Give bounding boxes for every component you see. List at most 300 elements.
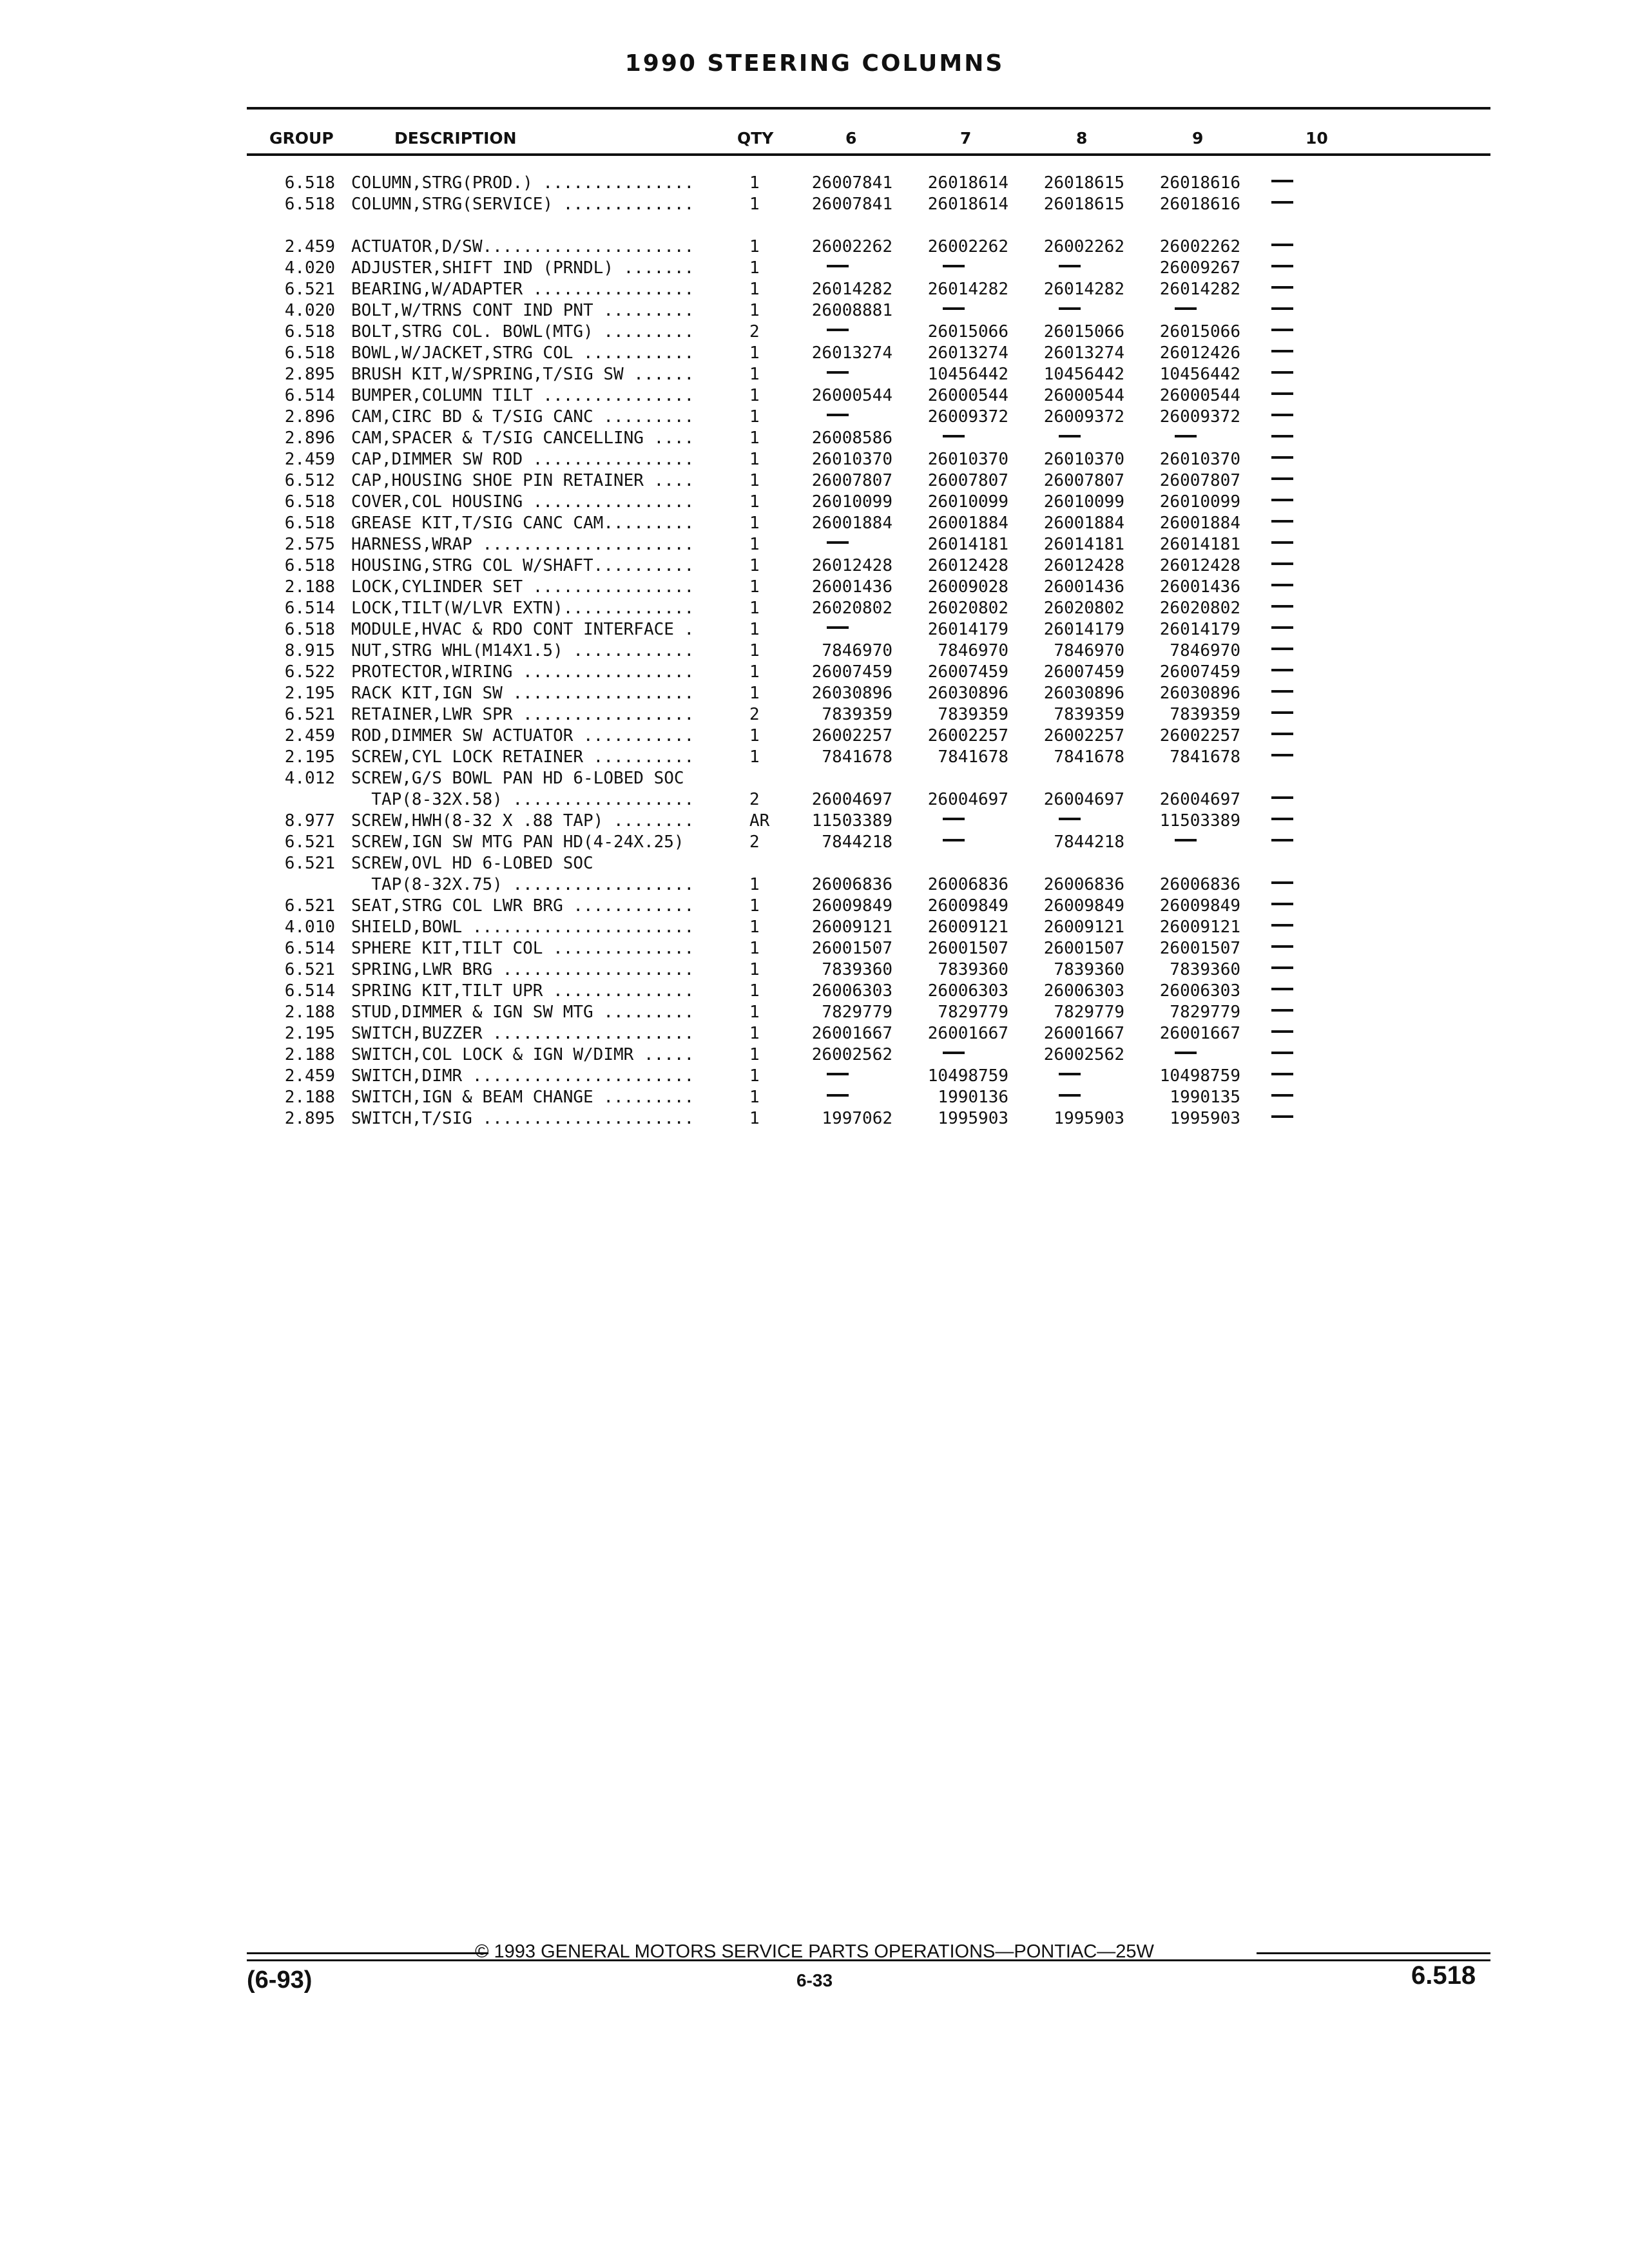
part-number-cell: 26007459: [1159, 662, 1240, 682]
part-number-cell: [899, 811, 1008, 826]
col-10-cell: [1257, 407, 1308, 422]
qty-cell: 1: [749, 896, 760, 916]
part-number-cell: 26030896: [927, 684, 1008, 703]
group-cell: 4.020: [284, 258, 335, 278]
part-number-cell: 26001884: [811, 514, 892, 533]
part-number-cell: 26020802: [811, 599, 892, 618]
part-number-cell: 10498759: [1159, 1066, 1240, 1086]
group-cell: 6.518: [284, 195, 335, 214]
part-number-cell: 26002262: [1043, 237, 1124, 256]
dash-mark: [943, 839, 965, 841]
part-number-cell: 26014179: [1043, 620, 1124, 639]
part-number-cell: 26001884: [1159, 514, 1240, 533]
footer-left-code: (6-93): [247, 1966, 313, 1994]
part-number-cell: 11503389: [811, 811, 892, 831]
part-number-cell: 26009372: [1043, 407, 1124, 427]
part-number-cell: 26015066: [1159, 322, 1240, 341]
table-row: [0, 534, 1629, 555]
description-cell: SWITCH,DIMR ......................: [351, 1066, 695, 1086]
group-cell: 2.195: [284, 1024, 335, 1043]
dash-mark: [1059, 435, 1081, 437]
part-number-cell: 26012428: [927, 556, 1008, 575]
description-cell: BRUSH KIT,W/SPRING,T/SIG SW ......: [351, 365, 695, 384]
col-10-cell: [1257, 194, 1308, 209]
qty-cell: 1: [749, 1088, 760, 1107]
part-number-cell: 26004697: [927, 790, 1008, 809]
part-number-cell: 26015066: [927, 322, 1008, 341]
qty-cell: 1: [749, 981, 760, 1001]
part-number-cell: 26006836: [811, 875, 892, 894]
col-10-cell: [1257, 1108, 1308, 1124]
description-cell: HOUSING,STRG COL W/SHAFT..........: [351, 556, 695, 575]
dash-mark: [1059, 1073, 1081, 1075]
col-10-cell: [1257, 981, 1308, 996]
part-number-cell: 26010370: [811, 450, 892, 469]
table-row: [0, 598, 1629, 619]
dash-mark: [1175, 1052, 1197, 1054]
part-number-cell: [783, 322, 892, 337]
part-number-cell: 26030896: [1043, 684, 1124, 703]
table-row: [0, 1023, 1629, 1044]
group-cell: 6.518: [284, 514, 335, 533]
qty-cell: 1: [749, 577, 760, 597]
dash-mark: [1271, 1094, 1293, 1097]
col-10-cell: [1257, 598, 1308, 613]
part-number-cell: 26014181: [927, 535, 1008, 554]
part-number-cell: 26007459: [927, 662, 1008, 682]
description-cell: MODULE,HVAC & RDO CONT INTERFACE .: [351, 620, 695, 639]
group-cell: 6.518: [284, 556, 335, 575]
part-number-cell: [1015, 428, 1124, 443]
qty-cell: 1: [749, 258, 760, 278]
part-number-cell: 26001507: [811, 939, 892, 958]
col-10-cell: [1257, 534, 1308, 550]
dash-mark: [1271, 839, 1293, 841]
dash-mark: [1271, 648, 1293, 650]
part-number-cell: 26018616: [1159, 195, 1240, 214]
table-row: [0, 470, 1629, 492]
header-col-10: 10: [1306, 129, 1328, 148]
table-row: [0, 896, 1629, 917]
col-10-cell: [1257, 236, 1308, 252]
col-10-cell: [1257, 343, 1308, 358]
group-cell: 6.521: [284, 960, 335, 979]
qty-cell: 1: [749, 726, 760, 745]
description-cell: COLUMN,STRG(PROD.) ...............: [351, 173, 695, 193]
description-cell: CAP,HOUSING SHOE PIN RETAINER ....: [351, 471, 695, 490]
dash-mark: [1059, 307, 1081, 310]
group-cell: 8.977: [284, 811, 335, 831]
qty-cell: 1: [749, 684, 760, 703]
part-number-cell: 26007459: [811, 662, 892, 682]
qty-cell: 1: [749, 1003, 760, 1022]
description-cell: SPRING KIT,TILT UPR ..............: [351, 981, 695, 1001]
description-cell: SWITCH,BUZZER ....................: [351, 1024, 695, 1043]
part-number-cell: 7839360: [938, 960, 1008, 979]
group-cell: 6.518: [284, 343, 335, 363]
top-rule: [247, 107, 1490, 110]
part-number-cell: [899, 428, 1008, 443]
table-row: [0, 513, 1629, 534]
description-cell: SPHERE KIT,TILT COL ..............: [351, 939, 695, 958]
header-col-6: 6: [845, 129, 857, 148]
part-number-cell: [1131, 832, 1240, 847]
description-cell: LOCK,CYLINDER SET ................: [351, 577, 695, 597]
description-cell: STUD,DIMMER & IGN SW MTG .........: [351, 1003, 695, 1022]
part-number-cell: 26014179: [1159, 620, 1240, 639]
part-number-cell: 26000544: [1159, 386, 1240, 405]
part-number-cell: 26001884: [927, 514, 1008, 533]
dash-mark: [1271, 881, 1293, 884]
dash-mark: [943, 265, 965, 267]
part-number-cell: 7844218: [1054, 832, 1124, 852]
dash-mark: [1271, 286, 1293, 289]
part-number-cell: [783, 1087, 892, 1102]
part-number-cell: 26009372: [927, 407, 1008, 427]
part-number-cell: 26012428: [1159, 556, 1240, 575]
description-cell: SWITCH,COL LOCK & IGN W/DIMR .....: [351, 1045, 695, 1064]
part-number-cell: [1015, 300, 1124, 316]
table-row: [0, 173, 1629, 194]
dash-mark: [1271, 329, 1293, 331]
col-10-cell: [1257, 385, 1308, 401]
part-number-cell: 26009028: [927, 577, 1008, 597]
col-10-cell: [1257, 1066, 1308, 1081]
group-cell: 2.895: [284, 365, 335, 384]
col-10-cell: [1257, 470, 1308, 486]
col-10-cell: [1257, 322, 1308, 337]
part-number-cell: 26002257: [1043, 726, 1124, 745]
dash-mark: [1271, 265, 1293, 267]
dash-mark: [827, 1094, 849, 1097]
group-cell: 6.518: [284, 173, 335, 193]
description-cell: TAP(8-32X.58) ..................: [351, 790, 695, 809]
part-number-cell: 7846970: [938, 641, 1008, 660]
qty-cell: AR: [749, 811, 770, 831]
part-number-cell: 26007807: [811, 471, 892, 490]
dash-mark: [1271, 435, 1293, 437]
col-10-cell: [1257, 428, 1308, 443]
qty-cell: 2: [749, 322, 760, 341]
dash-mark: [1271, 456, 1293, 459]
table-row: [0, 768, 1629, 789]
part-number-cell: [899, 258, 1008, 273]
table-row: [0, 1108, 1629, 1129]
group-cell: 2.195: [284, 747, 335, 767]
part-number-cell: 26018615: [1043, 173, 1124, 193]
table-row: [0, 449, 1629, 470]
table-row: [0, 811, 1629, 832]
part-number-cell: 7839359: [822, 705, 892, 724]
qty-cell: 1: [749, 939, 760, 958]
group-cell: 6.512: [284, 471, 335, 490]
table-row: [0, 1087, 1629, 1108]
part-number-cell: 26009849: [1159, 896, 1240, 916]
description-cell: RETAINER,LWR SPR .................: [351, 705, 695, 724]
part-number-cell: 7829779: [938, 1003, 1008, 1022]
col-10-cell: [1257, 492, 1308, 507]
qty-cell: 2: [749, 832, 760, 852]
group-cell: 2.895: [284, 1109, 335, 1128]
qty-cell: 2: [749, 790, 760, 809]
col-10-cell: [1257, 832, 1308, 847]
dash-mark: [1271, 924, 1293, 927]
dash-mark: [827, 541, 849, 544]
col-10-cell: [1257, 640, 1308, 656]
table-row: [0, 917, 1629, 938]
col-10-cell: [1257, 683, 1308, 698]
part-number-cell: 26000544: [811, 386, 892, 405]
dash-mark: [943, 307, 965, 310]
group-cell: 8.915: [284, 641, 335, 660]
part-number-cell: 26007459: [1043, 662, 1124, 682]
part-number-cell: 26001667: [811, 1024, 892, 1043]
dash-mark: [827, 1073, 849, 1075]
part-number-cell: 26009121: [1043, 918, 1124, 937]
description-cell: PROTECTOR,WIRING .................: [351, 662, 695, 682]
table-row: [0, 492, 1629, 513]
description-cell: SWITCH,T/SIG .....................: [351, 1109, 695, 1128]
dash-mark: [1059, 818, 1081, 820]
part-number-cell: 1995903: [1054, 1109, 1124, 1128]
part-number-cell: 26002257: [927, 726, 1008, 745]
dash-mark: [1271, 605, 1293, 608]
table-row: [0, 322, 1629, 343]
part-number-cell: 7839360: [822, 960, 892, 979]
table-row: [0, 236, 1629, 258]
part-number-cell: 26000544: [1043, 386, 1124, 405]
qty-cell: 1: [749, 173, 760, 193]
part-number-cell: 26002262: [927, 237, 1008, 256]
table-row: [0, 343, 1629, 364]
part-number-cell: 26009849: [927, 896, 1008, 916]
part-number-cell: 26009849: [1043, 896, 1124, 916]
table-spacer: [0, 215, 1629, 236]
dash-mark: [943, 1052, 965, 1054]
group-cell: 6.514: [284, 599, 335, 618]
part-number-cell: 26004697: [811, 790, 892, 809]
qty-cell: 1: [749, 641, 760, 660]
table-row: [0, 789, 1629, 811]
qty-cell: 1: [749, 280, 760, 299]
part-number-cell: 7844218: [822, 832, 892, 852]
qty-cell: 1: [749, 875, 760, 894]
dash-mark: [1271, 945, 1293, 948]
part-number-cell: 7829779: [1170, 1003, 1240, 1022]
qty-cell: 1: [749, 195, 760, 214]
col-10-cell: [1257, 258, 1308, 273]
part-number-cell: 7839360: [1054, 960, 1124, 979]
part-number-cell: 26009121: [1159, 918, 1240, 937]
dash-mark: [827, 626, 849, 629]
part-number-cell: 26006303: [1043, 981, 1124, 1001]
col-10-cell: [1257, 662, 1308, 677]
description-cell: SCREW,IGN SW MTG PAN HD(4-24X.25): [351, 832, 684, 852]
page-title: 1990 STEERING COLUMNS: [624, 50, 1005, 77]
dash-mark: [1271, 903, 1293, 905]
part-number-cell: 26001884: [1043, 514, 1124, 533]
dash-mark: [1271, 988, 1293, 990]
table-row: [0, 662, 1629, 683]
col-10-cell: [1257, 811, 1308, 826]
col-10-cell: [1257, 555, 1308, 571]
part-number-cell: 26002257: [1159, 726, 1240, 745]
part-number-cell: 26014181: [1043, 535, 1124, 554]
group-cell: 6.518: [284, 322, 335, 341]
qty-cell: 1: [749, 1066, 760, 1086]
part-number-cell: 26001667: [1043, 1024, 1124, 1043]
part-number-cell: 7846970: [1170, 641, 1240, 660]
footer-copyright: © 1993 GENERAL MOTORS SERVICE PARTS OPERATIONS—PONTIAC—25W: [475, 1941, 1154, 1962]
part-number-cell: 26006303: [927, 981, 1008, 1001]
dash-mark: [1271, 1115, 1293, 1118]
col-10-cell: [1257, 449, 1308, 465]
qty-cell: 1: [749, 386, 760, 405]
dash-mark: [1271, 350, 1293, 352]
dash-mark: [1271, 244, 1293, 246]
part-number-cell: 26001507: [1159, 939, 1240, 958]
part-number-cell: 26001667: [927, 1024, 1008, 1043]
col-10-cell: [1257, 513, 1308, 528]
table-row: [0, 1044, 1629, 1066]
part-number-cell: 26018615: [1043, 195, 1124, 214]
table-row: [0, 194, 1629, 215]
part-number-cell: 26001436: [1159, 577, 1240, 597]
dash-mark: [1175, 839, 1197, 841]
group-cell: 4.020: [284, 301, 335, 320]
description-cell: SEAT,STRG COL LWR BRG ............: [351, 896, 695, 916]
group-cell: 6.521: [284, 896, 335, 916]
col-10-cell: [1257, 704, 1308, 720]
part-number-cell: 7841678: [822, 747, 892, 767]
dash-mark: [1271, 711, 1293, 714]
col-10-cell: [1257, 1044, 1308, 1060]
part-number-cell: [899, 832, 1008, 847]
dash-mark: [1271, 307, 1293, 310]
dash-mark: [827, 329, 849, 331]
col-10-cell: [1257, 1087, 1308, 1102]
part-number-cell: 26007807: [927, 471, 1008, 490]
header-col-7: 7: [960, 129, 972, 148]
table-row: [0, 364, 1629, 385]
col-10-cell: [1257, 789, 1308, 805]
part-number-cell: 7829779: [822, 1003, 892, 1022]
part-number-cell: 26002562: [811, 1045, 892, 1064]
part-number-cell: 26007807: [1043, 471, 1124, 490]
part-number-cell: 26009121: [927, 918, 1008, 937]
col-10-cell: [1257, 726, 1308, 741]
qty-cell: 1: [749, 620, 760, 639]
description-cell: BEARING,W/ADAPTER ................: [351, 280, 695, 299]
part-number-cell: [899, 1044, 1008, 1060]
description-cell: ACTUATOR,D/SW.....................: [351, 237, 695, 256]
part-number-cell: 26012426: [1159, 343, 1240, 363]
part-number-cell: 7839359: [1170, 705, 1240, 724]
part-number-cell: 26002262: [811, 237, 892, 256]
qty-cell: 1: [749, 747, 760, 767]
description-cell: BUMPER,COLUMN TILT ...............: [351, 386, 695, 405]
qty-cell: 1: [749, 365, 760, 384]
description-cell: SCREW,OVL HD 6-LOBED SOC: [351, 854, 593, 873]
part-number-cell: 26014282: [811, 280, 892, 299]
part-number-cell: 26030896: [811, 684, 892, 703]
dash-mark: [1271, 733, 1293, 735]
dash-mark: [1271, 562, 1293, 565]
qty-cell: 1: [749, 1045, 760, 1064]
dash-mark: [1271, 818, 1293, 820]
part-number-cell: 26006836: [1159, 875, 1240, 894]
qty-cell: 2: [749, 705, 760, 724]
description-cell: SWITCH,IGN & BEAM CHANGE .........: [351, 1088, 695, 1107]
part-number-cell: [1015, 1066, 1124, 1081]
part-number-cell: 26007807: [1159, 471, 1240, 490]
part-number-cell: 26009849: [811, 896, 892, 916]
dash-mark: [1271, 1030, 1293, 1033]
description-cell: RACK KIT,IGN SW ..................: [351, 684, 695, 703]
dash-mark: [1271, 626, 1293, 629]
dash-mark: [1271, 1052, 1293, 1054]
description-cell: BOWL,W/JACKET,STRG COL ...........: [351, 343, 695, 363]
table-row: [0, 300, 1629, 322]
description-cell: HARNESS,WRAP .....................: [351, 535, 695, 554]
part-number-cell: 26007841: [811, 195, 892, 214]
dash-mark: [1271, 201, 1293, 204]
description-cell: SHIELD,BOWL ......................: [351, 918, 695, 937]
dash-mark: [1271, 477, 1293, 480]
group-cell: 2.188: [284, 1045, 335, 1064]
qty-cell: 1: [749, 556, 760, 575]
part-number-cell: [1015, 1087, 1124, 1102]
group-cell: 2.896: [284, 407, 335, 427]
part-number-cell: 26018614: [927, 195, 1008, 214]
dash-mark: [1271, 1073, 1293, 1075]
part-number-cell: 26001667: [1159, 1024, 1240, 1043]
part-number-cell: 26010099: [1159, 492, 1240, 512]
group-cell: 6.514: [284, 939, 335, 958]
part-number-cell: 1990135: [1170, 1088, 1240, 1107]
part-number-cell: 26004697: [1043, 790, 1124, 809]
part-number-cell: 26000544: [927, 386, 1008, 405]
table-row: [0, 747, 1629, 768]
part-number-cell: 11503389: [1159, 811, 1240, 831]
part-number-cell: 26004697: [1159, 790, 1240, 809]
col-10-cell: [1257, 1002, 1308, 1017]
col-10-cell: [1257, 1023, 1308, 1039]
part-number-cell: 7846970: [1054, 641, 1124, 660]
dash-mark: [1271, 499, 1293, 501]
table-row: [0, 874, 1629, 896]
part-number-cell: [1015, 811, 1124, 826]
part-number-cell: 1997062: [822, 1109, 892, 1128]
table-row: [0, 832, 1629, 853]
qty-cell: 1: [749, 535, 760, 554]
part-number-cell: [783, 364, 892, 380]
part-number-cell: 7829779: [1054, 1003, 1124, 1022]
qty-cell: 1: [749, 1109, 760, 1128]
group-cell: 6.521: [284, 280, 335, 299]
table-row: [0, 279, 1629, 300]
col-10-cell: [1257, 364, 1308, 380]
qty-cell: 1: [749, 450, 760, 469]
part-number-cell: 26001436: [1043, 577, 1124, 597]
part-number-cell: 7839360: [1170, 960, 1240, 979]
dash-mark: [827, 371, 849, 374]
qty-cell: 1: [749, 514, 760, 533]
part-number-cell: 10498759: [927, 1066, 1008, 1086]
dash-mark: [1271, 371, 1293, 374]
part-number-cell: 7841678: [938, 747, 1008, 767]
header-col-8: 8: [1076, 129, 1088, 148]
